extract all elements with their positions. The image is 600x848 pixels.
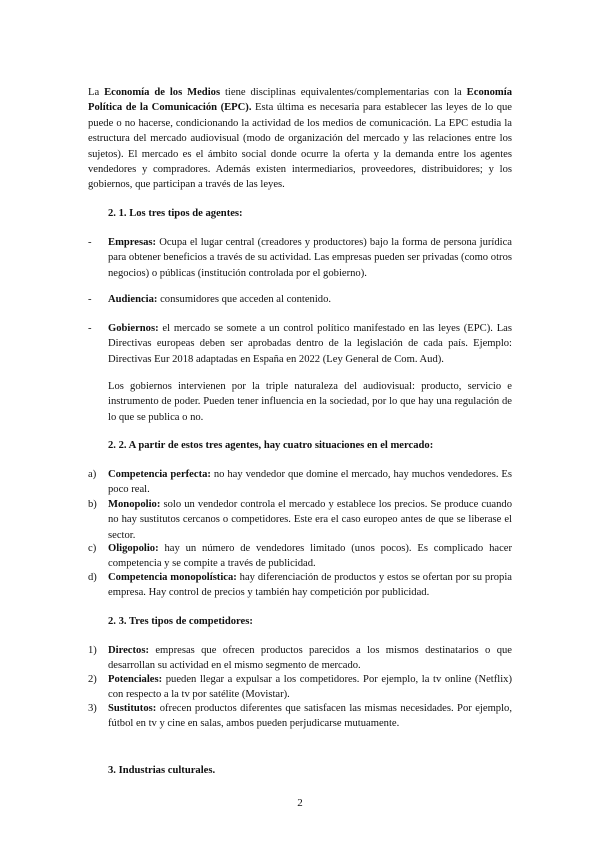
list-marker: 3) (88, 703, 97, 714)
section-heading-situations: 2. 2. A partir de estos tres agentes, hay cuatro situaciones en el mercado: (108, 440, 434, 451)
list-marker: d) (88, 572, 97, 583)
item-label: Monopolio: (108, 499, 161, 510)
item-label: Gobiernos: (108, 323, 159, 334)
section-heading-competitors: 2. 3. Tres tipos de competidores: (108, 616, 253, 627)
list-marker: - (88, 323, 92, 334)
item-text: Ocupa el lugar central (creadores y productores) bajo la forma de persona jurídica para obtener beneficios a través de su actividad. Las empresas pueden ser privadas (como otros negocios) o públicas (institución controlada por el gobierno). (108, 237, 512, 279)
item-text: hay un número de vendedores limitado (unos pocos). Es complicado hacer competencia y se compite a través de publicidad. (108, 543, 512, 570)
list-item-audiencia (88, 292, 512, 307)
list-item-monopolio (88, 497, 512, 543)
list-item-directos (88, 643, 512, 674)
item-label: Oligopolio: (108, 543, 159, 554)
list-item-sustitutos (88, 701, 512, 732)
list-item-gobiernos (88, 321, 512, 367)
item-text: empresas que ofrecen productos parecidos a los mismos destinatarios o que desarrollan su actividad en el mismo segmento de mercado. (108, 645, 512, 672)
list-item-oligopolio (88, 541, 512, 572)
list-item-empresas (88, 235, 512, 281)
item-text: solo un vendedor controla el mercado y establece los precios. Se produce cuando no hay sustitutos cercanos o competidores. Este era el caso europeo antes de que se liberase el sector. (108, 499, 512, 541)
list-item-potenciales (88, 672, 512, 703)
section-heading-agents: 2. 1. Los tres tipos de agentes: (108, 208, 243, 219)
intro-bold-2: Economía Política de la Comunicación (EPC). (88, 87, 512, 114)
item-text: no hay vendedor que domine el mercado, hay muchos vendedores. Es poco real. (108, 469, 512, 496)
item-label: Competencia monopolística: (108, 572, 237, 583)
list-item-competencia-perfecta (88, 467, 512, 498)
item-text: hay diferenciación de productos y estos se ofertan por su propia empresa. Hay control de precios y también hay competición por publicidad. (108, 572, 512, 599)
item-label: Audiencia: (108, 294, 158, 305)
intro-bold-1: Economía de los Medios (104, 87, 221, 98)
item-text: consumidores que acceden al contenido. (157, 294, 332, 305)
list-marker: - (88, 237, 92, 248)
item-label: Sustitutos: (108, 703, 157, 714)
item-text: el mercado se somete a un control político manifestado en las leyes (EPC). Las Directivas europeas deben ser aprobadas dentro de la legislación de cada país. Ejemplo: Directivas Eur 2018 adaptadas en España en 2022 (Ley General de Com. Aud). (108, 323, 512, 365)
gobiernos-note: Los gobiernos intervienen por la triple naturaleza del audiovisual: producto, servicio e instrumento de poder. Pueden tener influencia en la sociedad, por lo que hay una regulación de lo que se publica o no. (108, 381, 512, 423)
intro-text-2: tiene disciplinas equivalentes/complementarias con la (220, 87, 467, 98)
list-item-competencia-monopolistica (88, 570, 512, 601)
item-text: pueden llegar a expulsar a los competidores. Por ejemplo, la tv online (Netflix) con respecto a la tv por satélite (Movistar). (108, 674, 512, 701)
item-label: Empresas: (108, 237, 157, 248)
list-marker: c) (88, 543, 97, 554)
intro-paragraph (88, 85, 512, 193)
page-number: 2 (297, 797, 303, 809)
intro-text-3: Esta última es necesaria para establecer las leyes de lo que puede o no hacerse, condicionando la actividad de los medios de comunicación. La EPC estudia la estructura del mercado audiovisual (modo de organización del mercado y las relaciones entre los sujetos). El mercado es el ámbito social donde ocurre la oferta y la demanda entre los agentes vendedores y compradores. Además existen intermediarios, proveedores, distribuidores; y los gobiernos, que participan a través de las leyes. (88, 102, 512, 191)
list-marker: b) (88, 499, 97, 510)
item-label: Competencia perfecta: (108, 469, 211, 480)
list-marker: - (88, 294, 92, 305)
intro-text-1: La (88, 87, 105, 98)
item-text: ofrecen productos diferentes que satisfacen las mismas necesidades. Por ejemplo, fútbol en tv y cine en salas, ambos pueden perjudicarse mutuamente. (108, 703, 512, 730)
item-label: Potenciales: (108, 674, 163, 685)
item-label: Directos: (108, 645, 149, 656)
section-heading-industrias: 3. Industrias culturales. (108, 765, 216, 776)
list-marker: 2) (88, 674, 97, 685)
list-marker: 1) (88, 645, 97, 656)
list-marker: a) (88, 469, 97, 480)
